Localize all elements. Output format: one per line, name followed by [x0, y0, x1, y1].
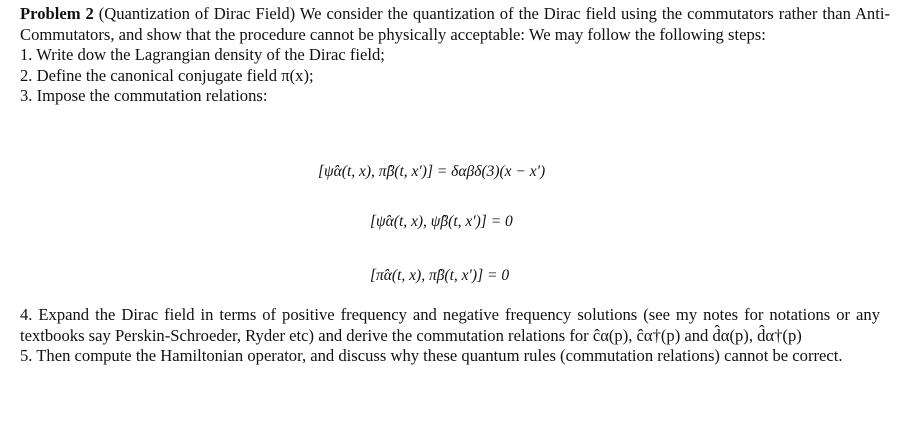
problem-intro [20, 4, 890, 45]
equation-psi-psi-commutator: [ψ̂α(t, x), ψ̂β(t, x′)] = 0 [370, 213, 513, 230]
step-5: 5. Then compute the Hamiltonian operator, and discuss why these quantum rules (commutation relations) cannot be correct. [20, 346, 843, 365]
step-1: 1. Write dow the Lagrangian density of the Dirac field; [20, 45, 385, 64]
equation-psi-pi-commutator: [ψ̂α(t, x), π̂β(t, x′)] = δαβδ(3)(x − x′) [318, 163, 546, 180]
step-3: 3. Impose the commutation relations: [20, 86, 268, 105]
step-2: 2. Define the canonical conjugate field π(x); [20, 65, 314, 85]
problem-statement [20, 4, 890, 107]
problem-intro-text: (Quantization of Dirac Field) We consider the quantization of the Dirac field using the commutators rather than Anti-Commutators, and show that the procedure cannot be physically acceptable: We may follow the following steps: [20, 4, 890, 44]
step-4: 4. Expand the Dirac field in terms of positive frequency and negative frequency solutions (see my notes for notations or any textbooks say Perskin-Schroeder, Ryder etc) and derive the commutation relations for ĉα(p), ĉα†(p) and d̂α(p), d̂α†(p) [20, 305, 880, 345]
equation-pi-pi-commutator: [π̂α(t, x), π̂β(t, x′)] = 0 [370, 267, 510, 284]
problem-title: Problem 2 [20, 4, 94, 23]
later-steps [20, 305, 880, 367]
